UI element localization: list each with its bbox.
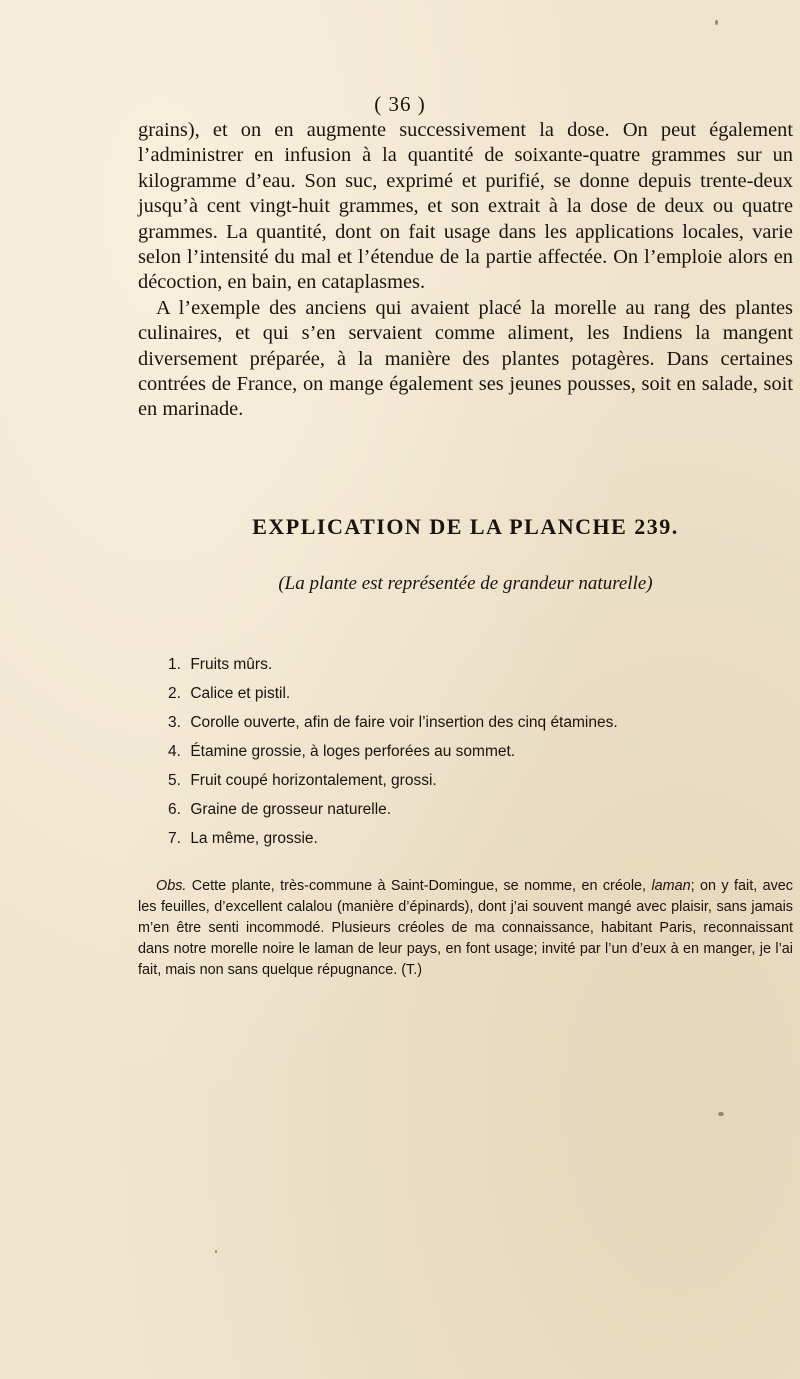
plate-subheading: (La plante est représentée de grandeur naturelle) bbox=[278, 573, 653, 594]
paper-speck bbox=[715, 20, 718, 25]
legend-text: Graine de grosseur naturelle. bbox=[190, 801, 392, 818]
legend-text: Étamine grossie, à loges perforées au sommet. bbox=[190, 743, 516, 760]
obs-label: Obs. bbox=[156, 878, 187, 894]
legend-text: Corolle ouverte, afin de faire voir l’insertion des cinq étamines. bbox=[190, 714, 618, 731]
legend-item bbox=[168, 824, 788, 853]
legend-number: 3. bbox=[168, 714, 181, 731]
paragraph-culinary: A l’exemple des anciens qui avaient placé la morelle au rang des plantes culinaires, et qui s’en servaient comme aliment, les Indiens la mangent diversement préparée, à la manière des plantes potagères. Dans certaines contrées de France, on mange également ses jeunes pousses, soit en salade, soit en marinade. bbox=[138, 296, 793, 421]
obs-text-after: ; on y fait, avec les feuilles, d’excellent calalou (manière d’épinards), dont j’ai souvent mangé avec plaisir, sans jamais m’en être senti incommodé. Plusieurs créoles de ma connaissance, habitant Paris, reconnaissant dans notre morelle noire le laman de leur pays, en font usage; invité par l’un d’eux à en manger, je l’ai fait, mais non sans quelque répugnance. bbox=[138, 878, 793, 978]
paper-speck bbox=[718, 1112, 724, 1116]
paper-speck bbox=[215, 1250, 217, 1253]
legend-text: La même, grossie. bbox=[190, 830, 318, 847]
body-text bbox=[138, 118, 793, 423]
legend-text: Calice et pistil. bbox=[190, 685, 291, 702]
legend-item bbox=[168, 737, 788, 766]
page-number: ( 36 ) bbox=[374, 92, 426, 116]
legend-item bbox=[168, 708, 788, 737]
obs-text-before: Cette plante, très-commune à Saint-Domingue, se nomme, en créole, bbox=[191, 878, 647, 894]
legend-number: 7. bbox=[168, 830, 181, 847]
legend-text: Fruits mûrs. bbox=[190, 656, 273, 673]
legend-text: Fruit coupé horizontalement, grossi. bbox=[190, 772, 437, 789]
legend-number: 1. bbox=[168, 656, 181, 673]
legend-number: 4. bbox=[168, 743, 181, 760]
observation-note bbox=[138, 876, 793, 981]
obs-term: laman bbox=[651, 878, 691, 894]
legend-item bbox=[168, 766, 788, 795]
legend-item bbox=[168, 650, 788, 679]
plate-legend bbox=[168, 650, 788, 853]
paragraph-dosage: grains), et on en augmente successivement la dose. On peut également l’administrer en infusion à la quantité de soixante-quatre grammes sur un kilogramme d’eau. Son suc, exprimé et purifié, se donne depuis trente-deux jusqu’à cent vingt-huit grammes, et son extrait à la dose de deux ou quatre grammes. La quantité, dont on fait usage dans les applications locales, varie selon l’intensité du mal et l’étendue de la partie affectée. On l’emploie alors en décoction, en bain, en cataplasmes. bbox=[138, 119, 793, 294]
legend-item bbox=[168, 679, 788, 708]
obs-signature: (T.) bbox=[401, 962, 422, 978]
legend-number: 5. bbox=[168, 772, 181, 789]
legend-number: 2. bbox=[168, 685, 181, 702]
legend-number: 6. bbox=[168, 801, 181, 818]
plate-heading: EXPLICATION DE LA PLANCHE 239. bbox=[252, 514, 679, 539]
legend-item bbox=[168, 795, 788, 824]
